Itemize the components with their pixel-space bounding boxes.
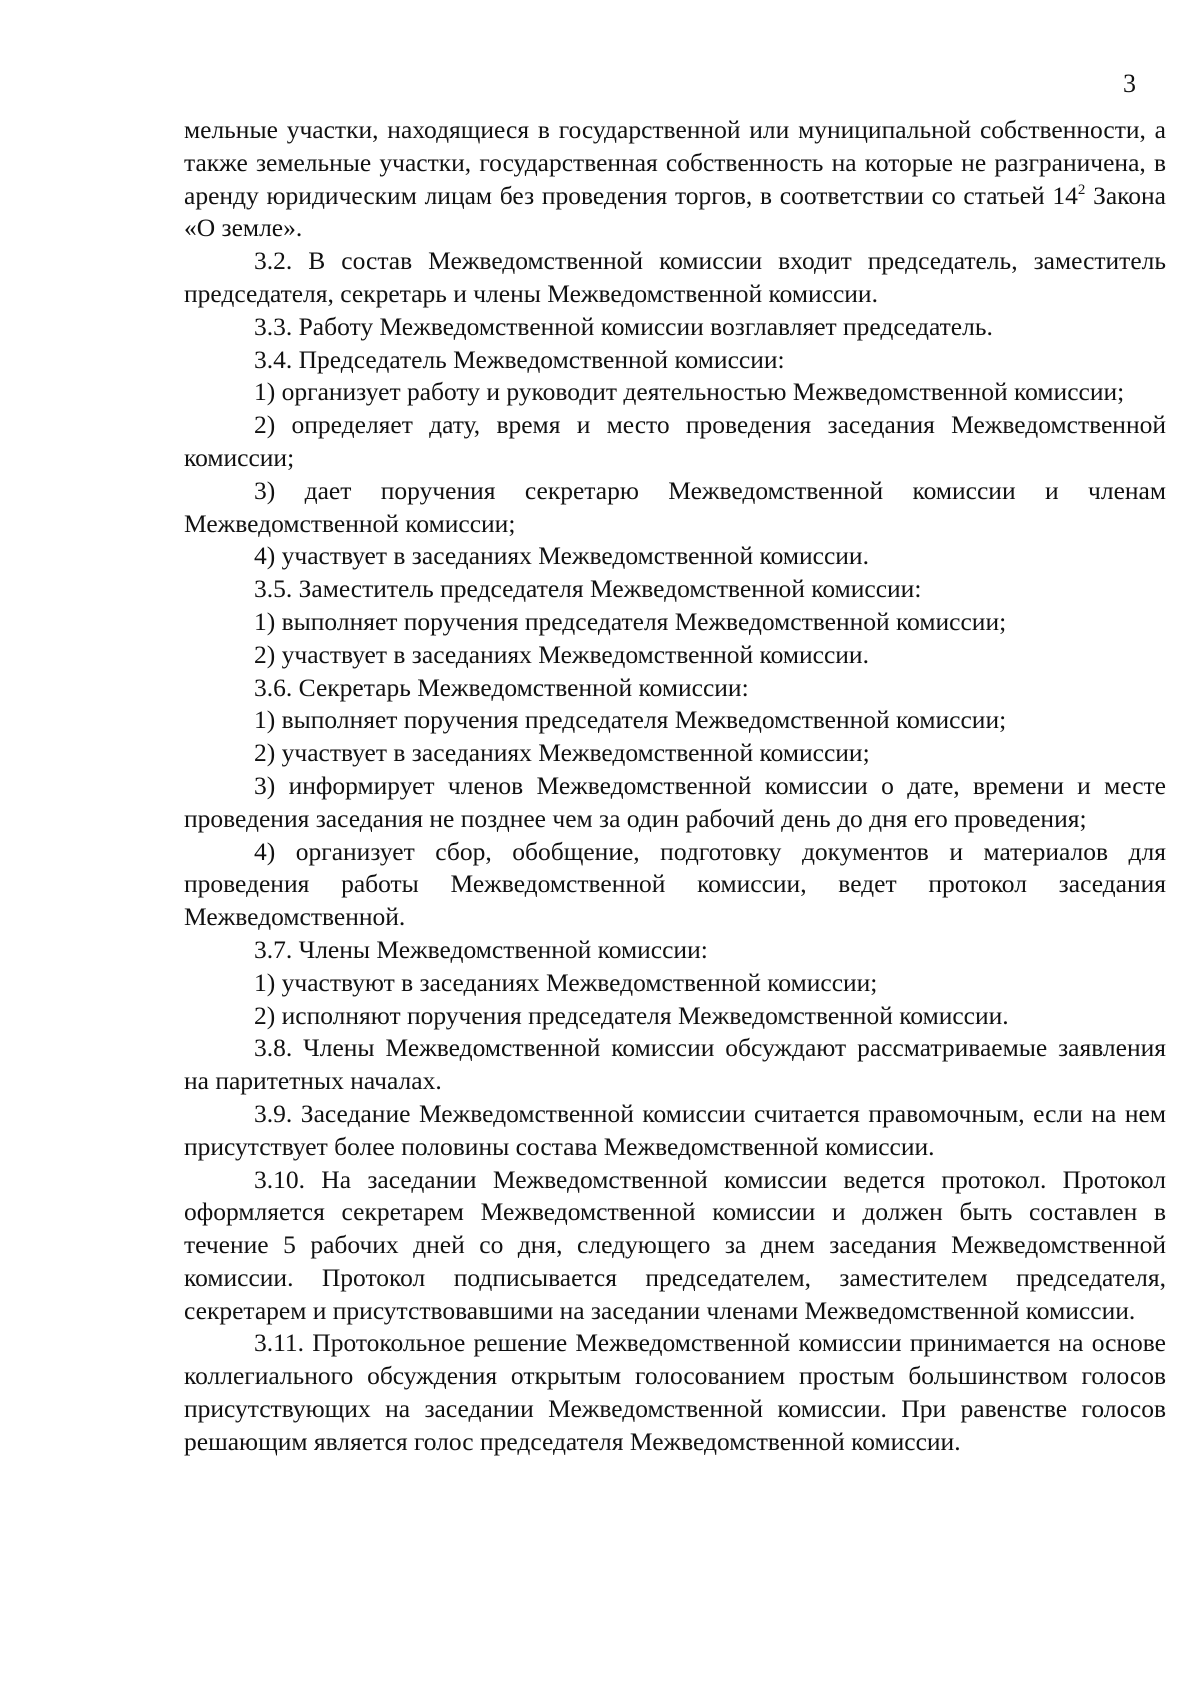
paragraph: 3) информирует членов Межведомственной комиссии о дате, времени и месте проведения заседания не позднее чем за один рабочий день до дня его проведения; xyxy=(184,770,1166,833)
paragraph: 3.8. Члены Межведомственной комиссии обсуждают рассматриваемые заявления на паритетных началах. xyxy=(184,1033,1166,1096)
page-number: 3 xyxy=(1123,69,1136,98)
paragraph: 2) определяет дату, время и место проведения заседания Межведомственной комиссии; xyxy=(184,410,1166,472)
paragraph: 2) участвует в заседаниях Межведомственной комиссии. xyxy=(254,639,869,669)
paragraph: 3.4. Председатель Межведомственной комиссии: xyxy=(254,344,785,374)
paragraph-text: мельные участки, находящиеся в государственной или муниципальной собственности, а также земельные участки, государственная собственность на которые не разграничена, в аренду юридическим лицам без проведения торгов, в соответствии со статьей 14 xyxy=(184,115,1166,210)
paragraph: 3.6. Секретарь Межведомственной комиссии: xyxy=(254,672,749,702)
paragraph-text-tail: Закона «О земле». xyxy=(184,180,1166,243)
paragraph: 3.5. Заместитель председателя Межведомственной комиссии: xyxy=(254,574,922,604)
paragraph: 4) организует сбор, обобщение, подготовку документов и материалов для проведения работы Межведомственной комиссии, ведет протокол заседания Межведомственной. xyxy=(184,836,1166,932)
paragraph: 1) выполняет поручения председателя Межведомственной комиссии; xyxy=(254,606,1007,636)
paragraph: 3) дает поручения секретарю Межведомственной комиссии и членам Межведомственной комиссии; xyxy=(184,475,1166,538)
paragraph: 1) выполняет поручения председателя Межведомственной комиссии; xyxy=(254,705,1007,735)
paragraph: 3.3. Работу Межведомственной комиссии возглавляет председатель. xyxy=(254,311,993,341)
paragraph: 2) участвует в заседаниях Межведомственной комиссии; xyxy=(254,738,870,768)
paragraph: 3.9. Заседание Межведомственной комиссии считается правомочным, если на нем присутствует более половины состава Межведомственной комиссии. xyxy=(184,1098,1166,1161)
paragraph: 2) исполняют поручения председателя Межведомственной комиссии. xyxy=(254,1000,1009,1030)
paragraph: 3.2. В состав Межведомственной комиссии входит председатель, заместитель председателя, секретарь и члены Межведомственной комиссии. xyxy=(184,246,1166,308)
paragraph: 4) участвует в заседаниях Межведомственной комиссии. xyxy=(254,541,869,571)
paragraph: 1) участвуют в заседаниях Межведомственной комиссии; xyxy=(254,967,878,997)
paragraph: 1) организует работу и руководит деятельностью Межведомственной комиссии; xyxy=(254,377,1125,407)
superscript: 2 xyxy=(1077,181,1086,198)
paragraph: 3.11. Протокольное решение Межведомственной комиссии принимается на основе коллегиального обсуждения открытым голосованием простым большинством голосов присутствующих на заседании Межведомственной комиссии. При равенстве голосов решающим является голос председателя Межведомственной комиссии. xyxy=(184,1328,1166,1456)
document-body xyxy=(184,114,1166,1459)
paragraph: 3.7. Члены Межведомственной комиссии: xyxy=(254,934,708,964)
paragraph xyxy=(184,114,1166,245)
paragraph: 3.10. На заседании Межведомственной комиссии ведется протокол. Протокол оформляется секретарем Межведомственной комиссии и должен быть составлен в течение 5 рабочих дней со дня, следующего за днем заседания Межведомственной комиссии. Протокол подписывается председателем, заместителем председателя, секретарем и присутствовавшими на заседании членами Межведомственной комиссии. xyxy=(184,1164,1166,1325)
